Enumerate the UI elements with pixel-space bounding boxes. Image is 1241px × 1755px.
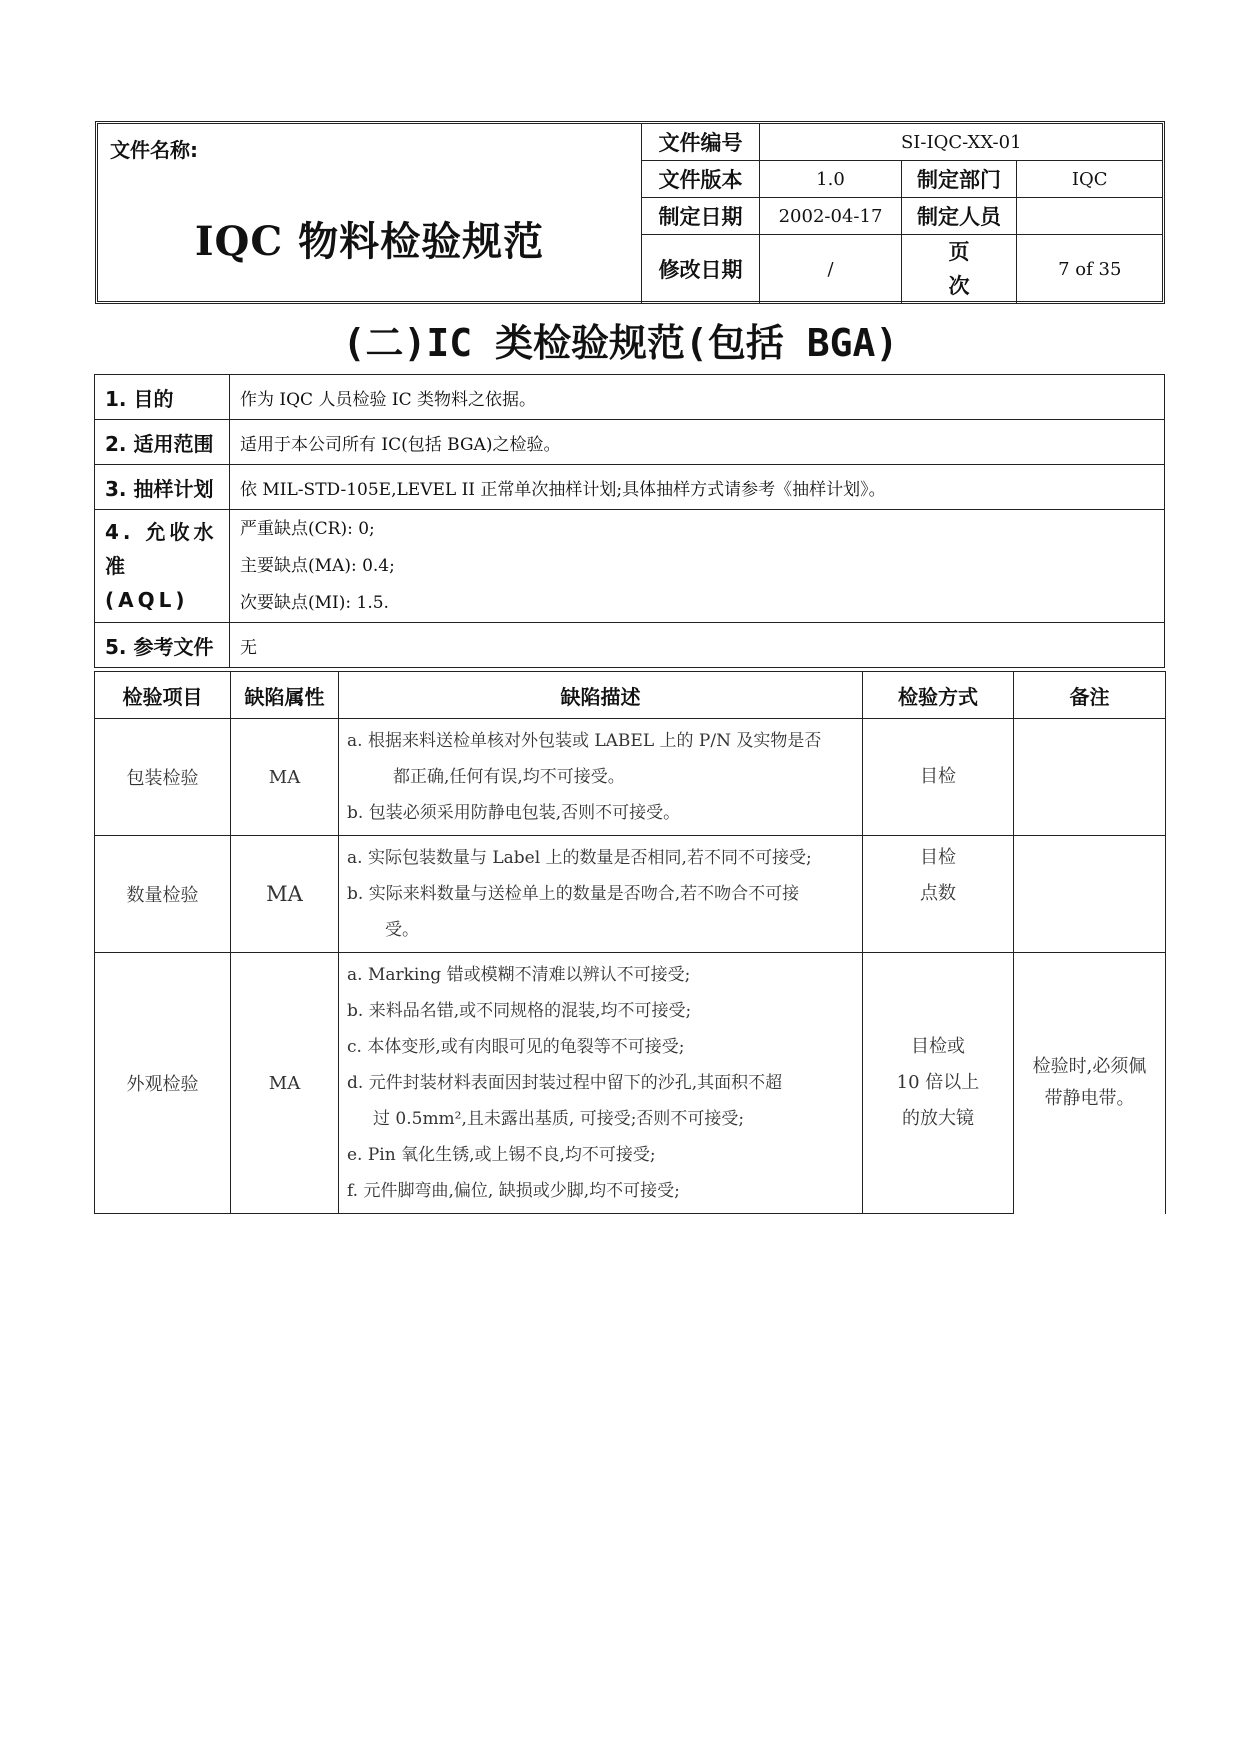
defect-description xyxy=(339,953,863,1214)
inspection-method xyxy=(863,836,1014,953)
info-row-scope xyxy=(95,420,1165,465)
sampling-value: 依 MIL-STD-105E,LEVEL II 正常单次抽样计划;具体抽样方式请参考《抽样计划》。 xyxy=(230,465,1165,510)
date-label: 制定日期 xyxy=(642,198,760,235)
document-header xyxy=(95,121,1165,304)
method-line: 点数 xyxy=(920,883,956,904)
inspection-item: 包装检验 xyxy=(95,719,231,836)
method-line: 目检 xyxy=(920,847,956,868)
desc-line: d. 元件封装材料表面因封装过程中留下的沙孔,其面积不超 xyxy=(347,1073,783,1093)
dept-label: 制定部门 xyxy=(902,161,1017,198)
table-row xyxy=(95,719,1166,836)
desc-line: 都正确,任何有误,均不可接受。 xyxy=(393,767,625,787)
col-header-note: 备注 xyxy=(1014,672,1166,719)
sampling-label: 3. 抽样计划 xyxy=(95,465,230,510)
table-row xyxy=(95,836,1166,953)
col-header-attr: 缺陷属性 xyxy=(231,672,339,719)
table-row xyxy=(95,953,1166,1214)
method-line: 目检或 xyxy=(911,1036,965,1057)
desc-line: a. 根据来料送检单核对外包装或 LABEL 上的 P/N 及实物是否 xyxy=(347,731,822,751)
inspection-item: 数量检验 xyxy=(95,836,231,953)
aql-values xyxy=(230,510,1165,623)
revise-value: / xyxy=(760,235,902,304)
author-value xyxy=(1017,198,1163,235)
desc-line: 过 0.5mm²,且未露出基质, 可接受;否则不可接受; xyxy=(373,1109,745,1129)
desc-line: a. Marking 错或模糊不清难以辨认不可接受; xyxy=(347,965,691,985)
page-label xyxy=(902,235,1017,304)
purpose-label: 1. 目的 xyxy=(95,375,230,420)
doc-title: IQC 物料检验规范 xyxy=(194,218,545,265)
inspection-method xyxy=(863,719,1014,836)
doc-name-label: 文件名称: xyxy=(110,138,198,162)
author-label: 制定人员 xyxy=(902,198,1017,235)
note-line: 检验时,必须佩 xyxy=(1032,1056,1147,1078)
info-row-aql xyxy=(95,510,1165,623)
aql-cr: 严重缺点(CR): 0; xyxy=(240,518,375,539)
doc-meta-table xyxy=(641,124,1163,303)
aql-label-line-1: 4. 允收水准 xyxy=(105,520,218,578)
note-line: 带静电带。 xyxy=(1044,1088,1135,1110)
dept-value: IQC xyxy=(1017,161,1163,198)
desc-line: f. 元件脚弯曲,偏位, 缺损或少脚,均不可接受; xyxy=(347,1181,680,1201)
page-value: 7 of 35 xyxy=(1017,235,1163,304)
aql-ma: 主要缺点(MA): 0.4; xyxy=(240,555,395,576)
revise-label: 修改日期 xyxy=(642,235,760,304)
inspection-note xyxy=(1014,719,1166,836)
aql-mi: 次要缺点(MI): 1.5. xyxy=(240,592,389,613)
inspection-note xyxy=(1014,953,1166,1214)
reference-label: 5. 参考文件 xyxy=(95,623,230,668)
doc-no-value: SI-IQC-XX-01 xyxy=(760,124,1163,161)
page-label-line-2: 次 xyxy=(948,274,970,298)
aql-label xyxy=(95,510,230,623)
reference-value: 无 xyxy=(230,623,1165,668)
info-table xyxy=(94,374,1165,668)
info-row-reference xyxy=(95,623,1165,668)
scope-label: 2. 适用范围 xyxy=(95,420,230,465)
purpose-value: 作为 IQC 人员检验 IC 类物料之依据。 xyxy=(230,375,1165,420)
col-header-method: 检验方式 xyxy=(863,672,1014,719)
defect-description xyxy=(339,719,863,836)
inspection-header-row xyxy=(95,672,1166,719)
scope-value: 适用于本公司所有 IC(包括 BGA)之检验。 xyxy=(230,420,1165,465)
inspection-table xyxy=(94,671,1166,1214)
page-label-line-1: 页 xyxy=(948,240,970,264)
aql-label-line-2: (AQL) xyxy=(105,588,189,612)
desc-line: c. 本体变形,或有肉眼可见的龟裂等不可接受; xyxy=(347,1037,685,1057)
defect-attribute: MA xyxy=(231,719,339,836)
method-line: 10 倍以上 xyxy=(896,1072,980,1093)
col-header-desc: 缺陷描述 xyxy=(339,672,863,719)
desc-line: e. Pin 氧化生锈,或上锡不良,均不可接受; xyxy=(347,1145,656,1165)
info-row-purpose xyxy=(95,375,1165,420)
defect-attribute: MA xyxy=(231,836,339,953)
desc-line: b. 实际来料数量与送检单上的数量是否吻合,若不吻合不可接 xyxy=(347,884,800,904)
inspection-item: 外观检验 xyxy=(95,953,231,1214)
info-row-sampling xyxy=(95,465,1165,510)
desc-line: 受。 xyxy=(385,920,419,940)
defect-description xyxy=(339,836,863,953)
inspection-method xyxy=(863,953,1014,1214)
version-value: 1.0 xyxy=(760,161,902,198)
inspection-note xyxy=(1014,836,1166,953)
method-line: 目检 xyxy=(920,766,956,787)
date-value: 2002-04-17 xyxy=(760,198,902,235)
version-label: 文件版本 xyxy=(642,161,760,198)
method-line: 的放大镜 xyxy=(902,1108,974,1129)
col-header-item: 检验项目 xyxy=(95,672,231,719)
header-title-area xyxy=(98,124,642,301)
desc-line: b. 来料品名错,或不同规格的混装,均不可接受; xyxy=(347,1001,692,1021)
desc-line: b. 包装必须采用防静电包装,否则不可接受。 xyxy=(347,803,681,823)
defect-attribute: MA xyxy=(231,953,339,1214)
section-title: (二)IC 类检验规范(包括 BGA) xyxy=(342,321,899,365)
desc-line: a. 实际包装数量与 Label 上的数量是否相同,若不同不可接受; xyxy=(347,848,812,868)
doc-no-label: 文件编号 xyxy=(642,124,760,161)
